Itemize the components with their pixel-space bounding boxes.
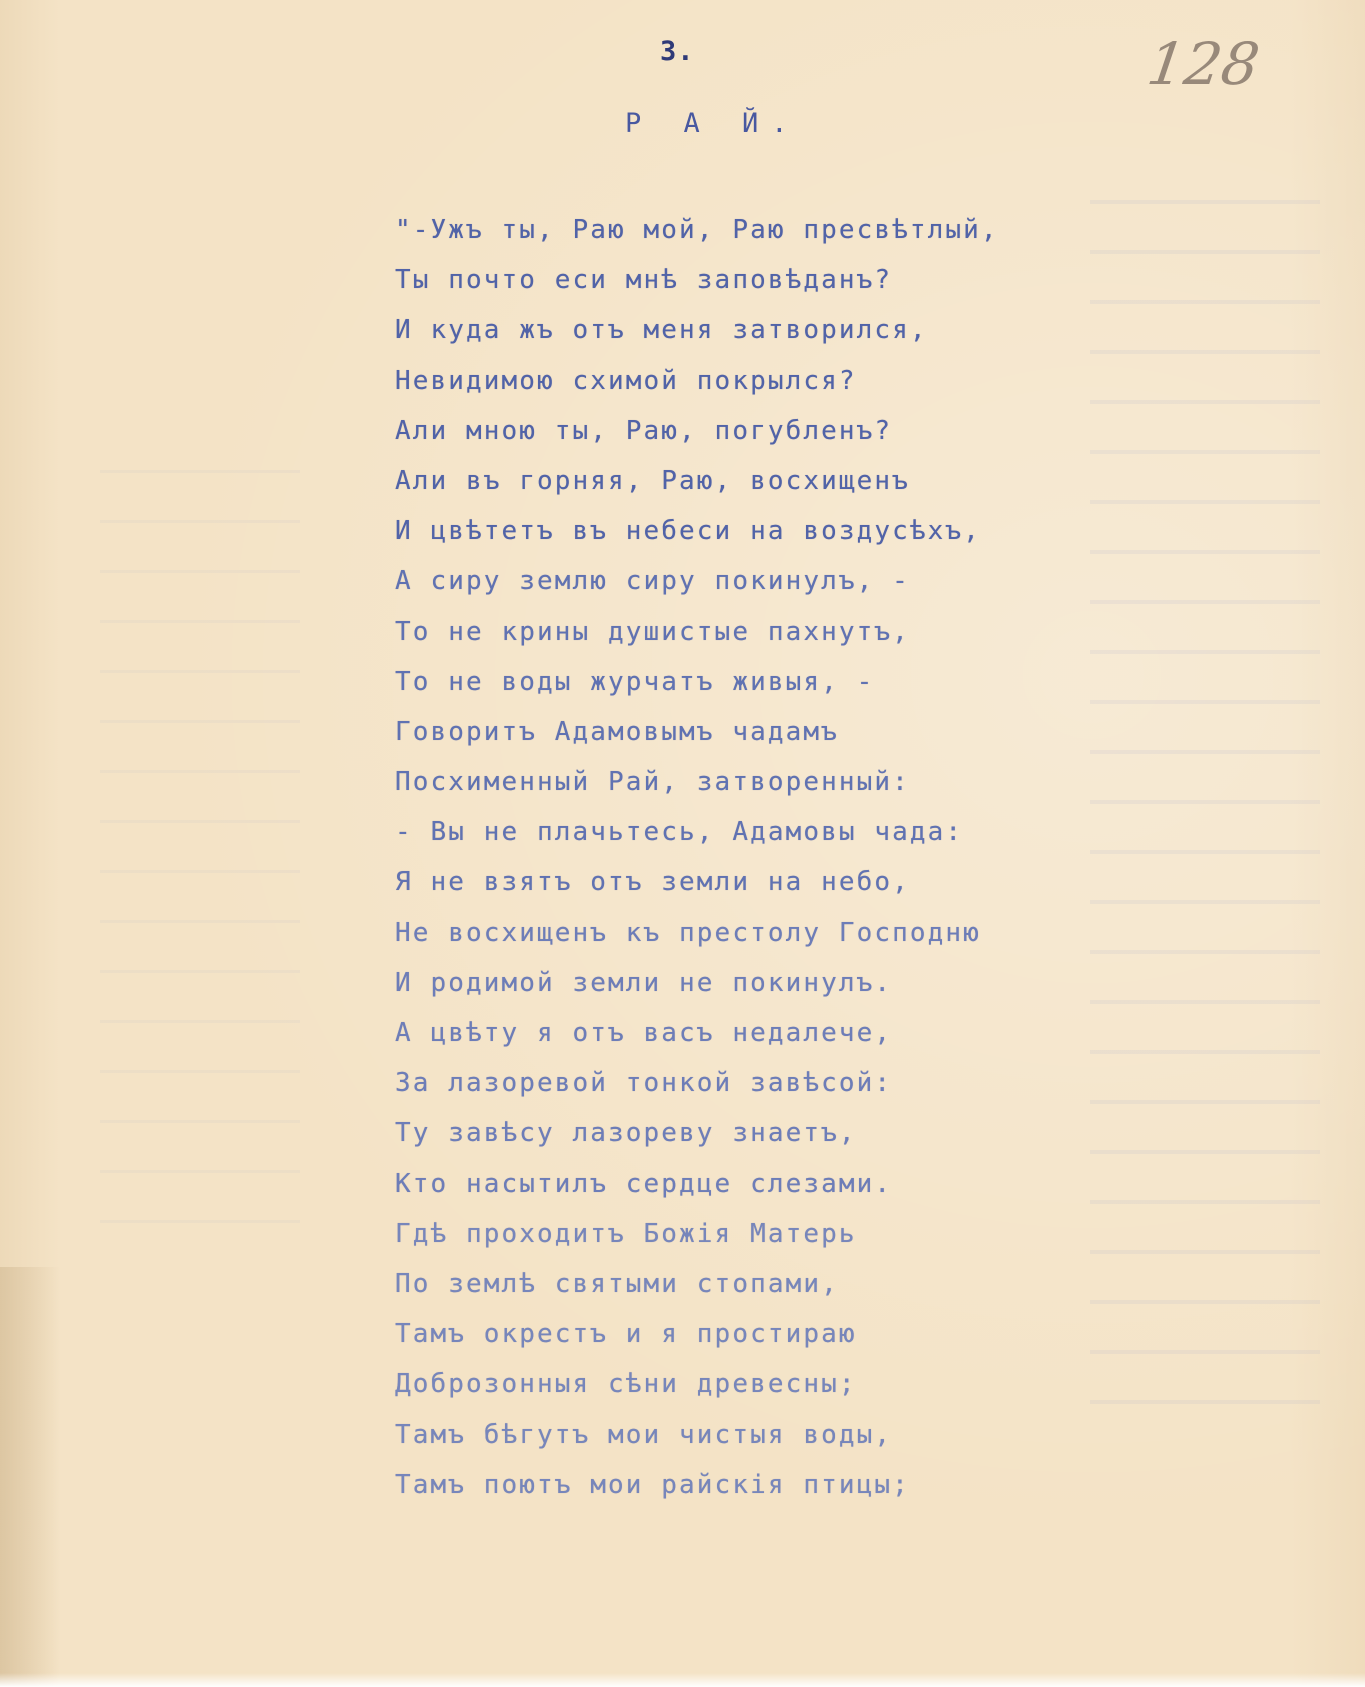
poem-line: Тамъ окрестъ и я простираю bbox=[395, 1319, 857, 1350]
handwritten-folio-number: 128 bbox=[1143, 30, 1264, 98]
poem-line: Я не взятъ отъ земли на небо, bbox=[395, 867, 910, 898]
poem-line: Тамъ поютъ мои райскія птицы; bbox=[395, 1469, 910, 1500]
poem-line: Посхименный Рай, затворенный: bbox=[395, 767, 910, 798]
poem-line: И куда жъ отъ меня затворился, bbox=[395, 315, 928, 346]
poem-line: Гдѣ проходитъ Божія Матерь bbox=[395, 1218, 857, 1249]
show-through-text-right bbox=[1090, 200, 1320, 1450]
poem-line: Ты почто еси мнѣ заповѣданъ? bbox=[395, 265, 893, 296]
page-bottom-edge bbox=[0, 1673, 1365, 1687]
poem-line: Ту завѣсу лазореву знаетъ, bbox=[395, 1118, 857, 1149]
poem-line: По землѣ святыми стопами, bbox=[395, 1268, 839, 1299]
poem-line: Али мною ты, Раю, погубленъ? bbox=[395, 415, 893, 446]
poem-line: То не крины душистые пахнутъ, bbox=[395, 616, 910, 647]
poem-line: Невидимою схимой покрылся? bbox=[395, 365, 857, 396]
poem-title: Р А Й. bbox=[625, 108, 801, 139]
poem-line: А сиру землю сиру покинулъ, - bbox=[395, 566, 910, 597]
page-edge-shadow bbox=[0, 1267, 60, 1687]
poem-line: Говоритъ Адамовымъ чадамъ bbox=[395, 716, 839, 747]
poem-line: "-Ужъ ты, Раю мой, Раю пресвѣтлый, bbox=[395, 215, 999, 245]
page-number: 3. bbox=[660, 36, 695, 67]
poem-line: Тамъ бѣгутъ мои чистыя воды, bbox=[395, 1419, 893, 1450]
poem-line: Доброзонныя сѣни древесны; bbox=[395, 1369, 857, 1400]
poem-text bbox=[395, 205, 999, 1510]
poem-line: Али въ горняя, Раю, восхищенъ bbox=[395, 465, 910, 496]
poem-line: Кто насытилъ сердце слезами. bbox=[395, 1168, 893, 1199]
poem-line: Не восхищенъ къ престолу Господню bbox=[395, 917, 981, 948]
poem-line: И цвѣтетъ въ небеси на воздусѣхъ, bbox=[395, 516, 981, 547]
poem-line: - Вы не плачьтесь, Адамовы чада: bbox=[395, 817, 964, 848]
poem-line: И родимой земли не покинулъ. bbox=[395, 967, 893, 998]
show-through-text-left bbox=[100, 470, 300, 1230]
poem-line: А цвѣту я отъ васъ недалече, bbox=[395, 1018, 893, 1048]
poem-line: За лазоревой тонкой завѣсой: bbox=[395, 1068, 893, 1099]
poem-line: То не воды журчатъ живыя, - bbox=[395, 666, 875, 697]
